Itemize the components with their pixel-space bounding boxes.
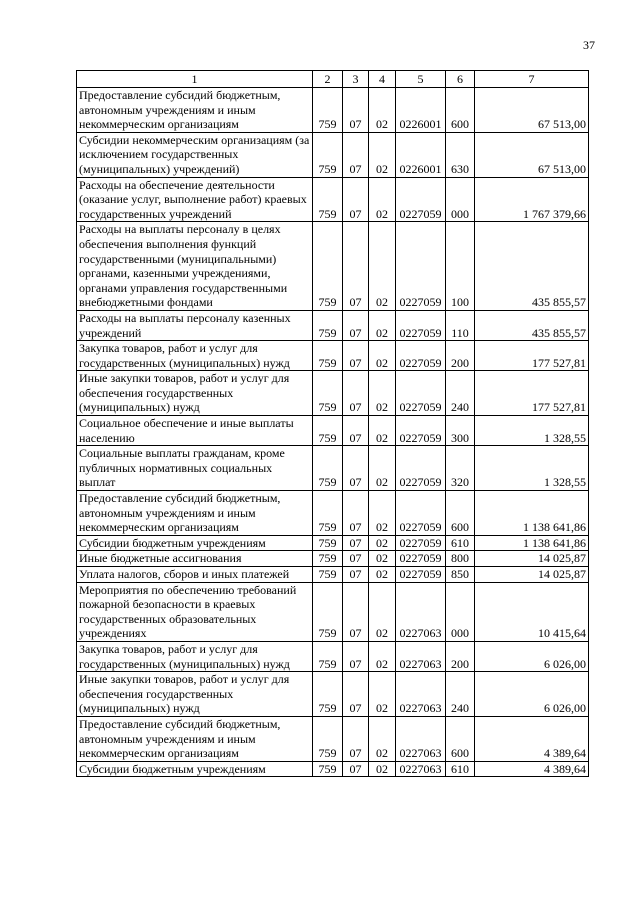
cell-amount: 10 415,64: [475, 582, 589, 641]
cell-col-5: 0227059: [396, 446, 446, 491]
cell-col-3: 07: [343, 641, 369, 671]
cell-col-5: 0227063: [396, 582, 446, 641]
cell-col-6: 240: [446, 371, 475, 416]
cell-col-4: 02: [369, 446, 396, 491]
table-row: [77, 716, 589, 761]
cell-col-3: 07: [343, 132, 369, 177]
row-description: Иные бюджетные ассигнования: [77, 551, 313, 567]
row-description: Иные закупки товаров, работ и услуг для обеспечения государственных (муниципальных) нужд: [77, 672, 313, 717]
cell-col-2: 759: [313, 535, 343, 551]
cell-col-4: 02: [369, 132, 396, 177]
cell-col-4: 02: [369, 582, 396, 641]
cell-col-3: 07: [343, 716, 369, 761]
table-row: [77, 491, 589, 536]
cell-col-6: 320: [446, 446, 475, 491]
row-description: Закупка товаров, работ и услуг для государственных (муниципальных) нужд: [77, 641, 313, 671]
row-description: Предоставление субсидий бюджетным, автономным учреждениям и иным некоммерческим организациям: [77, 491, 313, 536]
cell-amount: 177 527,81: [475, 341, 589, 371]
cell-col-6: 200: [446, 341, 475, 371]
budget-table: [76, 70, 589, 777]
cell-col-4: 02: [369, 761, 396, 777]
row-description: Уплата налогов, сборов и иных платежей: [77, 567, 313, 583]
cell-col-5: 0227059: [396, 310, 446, 340]
cell-amount: 14 025,87: [475, 551, 589, 567]
cell-col-6: 100: [446, 222, 475, 311]
header-row: [77, 71, 589, 88]
table-row: [77, 341, 589, 371]
cell-amount: 1 138 641,86: [475, 535, 589, 551]
page-number: 37: [583, 38, 595, 52]
cell-col-6: 200: [446, 641, 475, 671]
cell-col-6: 600: [446, 88, 475, 133]
header-cell: 1: [77, 71, 313, 88]
cell-col-3: 07: [343, 761, 369, 777]
cell-col-2: 759: [313, 716, 343, 761]
cell-col-4: 02: [369, 88, 396, 133]
cell-col-3: 07: [343, 222, 369, 311]
cell-col-5: 0227063: [396, 716, 446, 761]
header-cell: 7: [475, 71, 589, 88]
cell-col-6: 110: [446, 310, 475, 340]
cell-col-3: 07: [343, 567, 369, 583]
table-row: [77, 222, 589, 311]
table-row: [77, 761, 589, 777]
cell-col-5: 0227059: [396, 341, 446, 371]
cell-amount: 435 855,57: [475, 310, 589, 340]
row-description: Субсидии бюджетным учреждениям: [77, 535, 313, 551]
cell-col-2: 759: [313, 582, 343, 641]
cell-col-5: 0227063: [396, 761, 446, 777]
cell-col-5: 0227059: [396, 416, 446, 446]
cell-col-2: 759: [313, 641, 343, 671]
cell-amount: 4 389,64: [475, 716, 589, 761]
cell-amount: 1 138 641,86: [475, 491, 589, 536]
header-cell: 2: [313, 71, 343, 88]
row-description: Расходы на выплаты персоналу казенных учреждений: [77, 310, 313, 340]
cell-col-4: 02: [369, 672, 396, 717]
cell-col-3: 07: [343, 177, 369, 222]
cell-col-2: 759: [313, 88, 343, 133]
cell-amount: 435 855,57: [475, 222, 589, 311]
row-description: Субсидии некоммерческим организациям (за исключением государственных (муниципальных) учреждений): [77, 132, 313, 177]
table-row: [77, 551, 589, 567]
cell-amount: 4 389,64: [475, 761, 589, 777]
cell-col-3: 07: [343, 371, 369, 416]
cell-col-5: 0226001: [396, 88, 446, 133]
header-cell: 5: [396, 71, 446, 88]
cell-col-6: 300: [446, 416, 475, 446]
cell-col-4: 02: [369, 310, 396, 340]
cell-col-6: 600: [446, 716, 475, 761]
cell-col-3: 07: [343, 551, 369, 567]
row-description: Расходы на обеспечение деятельности (оказание услуг, выполнение работ) краевых государственных учреждений: [77, 177, 313, 222]
cell-col-6: 630: [446, 132, 475, 177]
cell-col-3: 07: [343, 672, 369, 717]
cell-col-3: 07: [343, 416, 369, 446]
cell-amount: 14 025,87: [475, 567, 589, 583]
cell-col-5: 0227063: [396, 672, 446, 717]
table-row: [77, 132, 589, 177]
row-description: Закупка товаров, работ и услуг для государственных (муниципальных) нужд: [77, 341, 313, 371]
cell-col-3: 07: [343, 341, 369, 371]
cell-amount: 67 513,00: [475, 132, 589, 177]
table-row: [77, 371, 589, 416]
cell-amount: 6 026,00: [475, 641, 589, 671]
cell-amount: 1 767 379,66: [475, 177, 589, 222]
cell-col-2: 759: [313, 491, 343, 536]
cell-col-5: 0227059: [396, 551, 446, 567]
header-cell: 3: [343, 71, 369, 88]
cell-col-4: 02: [369, 491, 396, 536]
cell-col-3: 07: [343, 582, 369, 641]
cell-col-5: 0227059: [396, 371, 446, 416]
cell-col-2: 759: [313, 341, 343, 371]
cell-col-6: 600: [446, 491, 475, 536]
cell-col-4: 02: [369, 641, 396, 671]
table-row: [77, 310, 589, 340]
table-row: [77, 641, 589, 671]
cell-amount: 177 527,81: [475, 371, 589, 416]
cell-col-6: 610: [446, 535, 475, 551]
cell-col-2: 759: [313, 177, 343, 222]
cell-col-4: 02: [369, 341, 396, 371]
cell-col-6: 800: [446, 551, 475, 567]
cell-col-5: 0227063: [396, 641, 446, 671]
cell-col-4: 02: [369, 567, 396, 583]
row-description: Расходы на выплаты персоналу в целях обеспечения выполнения функций государственными (муниципальными) органами, казенными учреждениями, органами управления государственными внебюджетными фондами: [77, 222, 313, 311]
cell-col-3: 07: [343, 535, 369, 551]
cell-col-5: 0227059: [396, 222, 446, 311]
row-description: Предоставление субсидий бюджетным, автономным учреждениям и иным некоммерческим организациям: [77, 88, 313, 133]
cell-col-5: 0227059: [396, 177, 446, 222]
row-description: Предоставление субсидий бюджетным, автономным учреждениям и иным некоммерческим организациям: [77, 716, 313, 761]
cell-col-4: 02: [369, 716, 396, 761]
cell-col-2: 759: [313, 761, 343, 777]
cell-amount: 1 328,55: [475, 416, 589, 446]
cell-col-2: 759: [313, 567, 343, 583]
cell-col-3: 07: [343, 446, 369, 491]
table-row: [77, 416, 589, 446]
cell-col-5: 0226001: [396, 132, 446, 177]
row-description: Мероприятия по обеспечению требований пожарной безопасности в краевых государственных образовательных учреждениях: [77, 582, 313, 641]
cell-col-6: 000: [446, 177, 475, 222]
cell-col-4: 02: [369, 371, 396, 416]
cell-col-4: 02: [369, 416, 396, 446]
cell-col-2: 759: [313, 416, 343, 446]
cell-col-6: 850: [446, 567, 475, 583]
cell-col-4: 02: [369, 551, 396, 567]
table-row: [77, 88, 589, 133]
table-row: [77, 582, 589, 641]
table-row: [77, 446, 589, 491]
header-cell: 4: [369, 71, 396, 88]
cell-amount: 67 513,00: [475, 88, 589, 133]
cell-amount: 6 026,00: [475, 672, 589, 717]
row-description: Субсидии бюджетным учреждениям: [77, 761, 313, 777]
cell-col-2: 759: [313, 551, 343, 567]
cell-col-4: 02: [369, 535, 396, 551]
table-row: [77, 567, 589, 583]
cell-col-5: 0227059: [396, 567, 446, 583]
cell-col-6: 610: [446, 761, 475, 777]
cell-col-6: 240: [446, 672, 475, 717]
table-row: [77, 177, 589, 222]
row-description: Иные закупки товаров, работ и услуг для обеспечения государственных (муниципальных) нужд: [77, 371, 313, 416]
cell-col-6: 000: [446, 582, 475, 641]
cell-col-3: 07: [343, 491, 369, 536]
cell-col-2: 759: [313, 371, 343, 416]
cell-col-2: 759: [313, 672, 343, 717]
table-row: [77, 535, 589, 551]
cell-col-2: 759: [313, 446, 343, 491]
cell-col-3: 07: [343, 88, 369, 133]
row-description: Социальные выплаты гражданам, кроме публичных нормативных социальных выплат: [77, 446, 313, 491]
cell-col-4: 02: [369, 222, 396, 311]
header-cell: 6: [446, 71, 475, 88]
cell-col-2: 759: [313, 310, 343, 340]
row-description: Социальное обеспечение и иные выплаты населению: [77, 416, 313, 446]
cell-col-4: 02: [369, 177, 396, 222]
cell-amount: 1 328,55: [475, 446, 589, 491]
cell-col-5: 0227059: [396, 535, 446, 551]
cell-col-2: 759: [313, 132, 343, 177]
cell-col-2: 759: [313, 222, 343, 311]
cell-col-3: 07: [343, 310, 369, 340]
cell-col-5: 0227059: [396, 491, 446, 536]
table-row: [77, 672, 589, 717]
